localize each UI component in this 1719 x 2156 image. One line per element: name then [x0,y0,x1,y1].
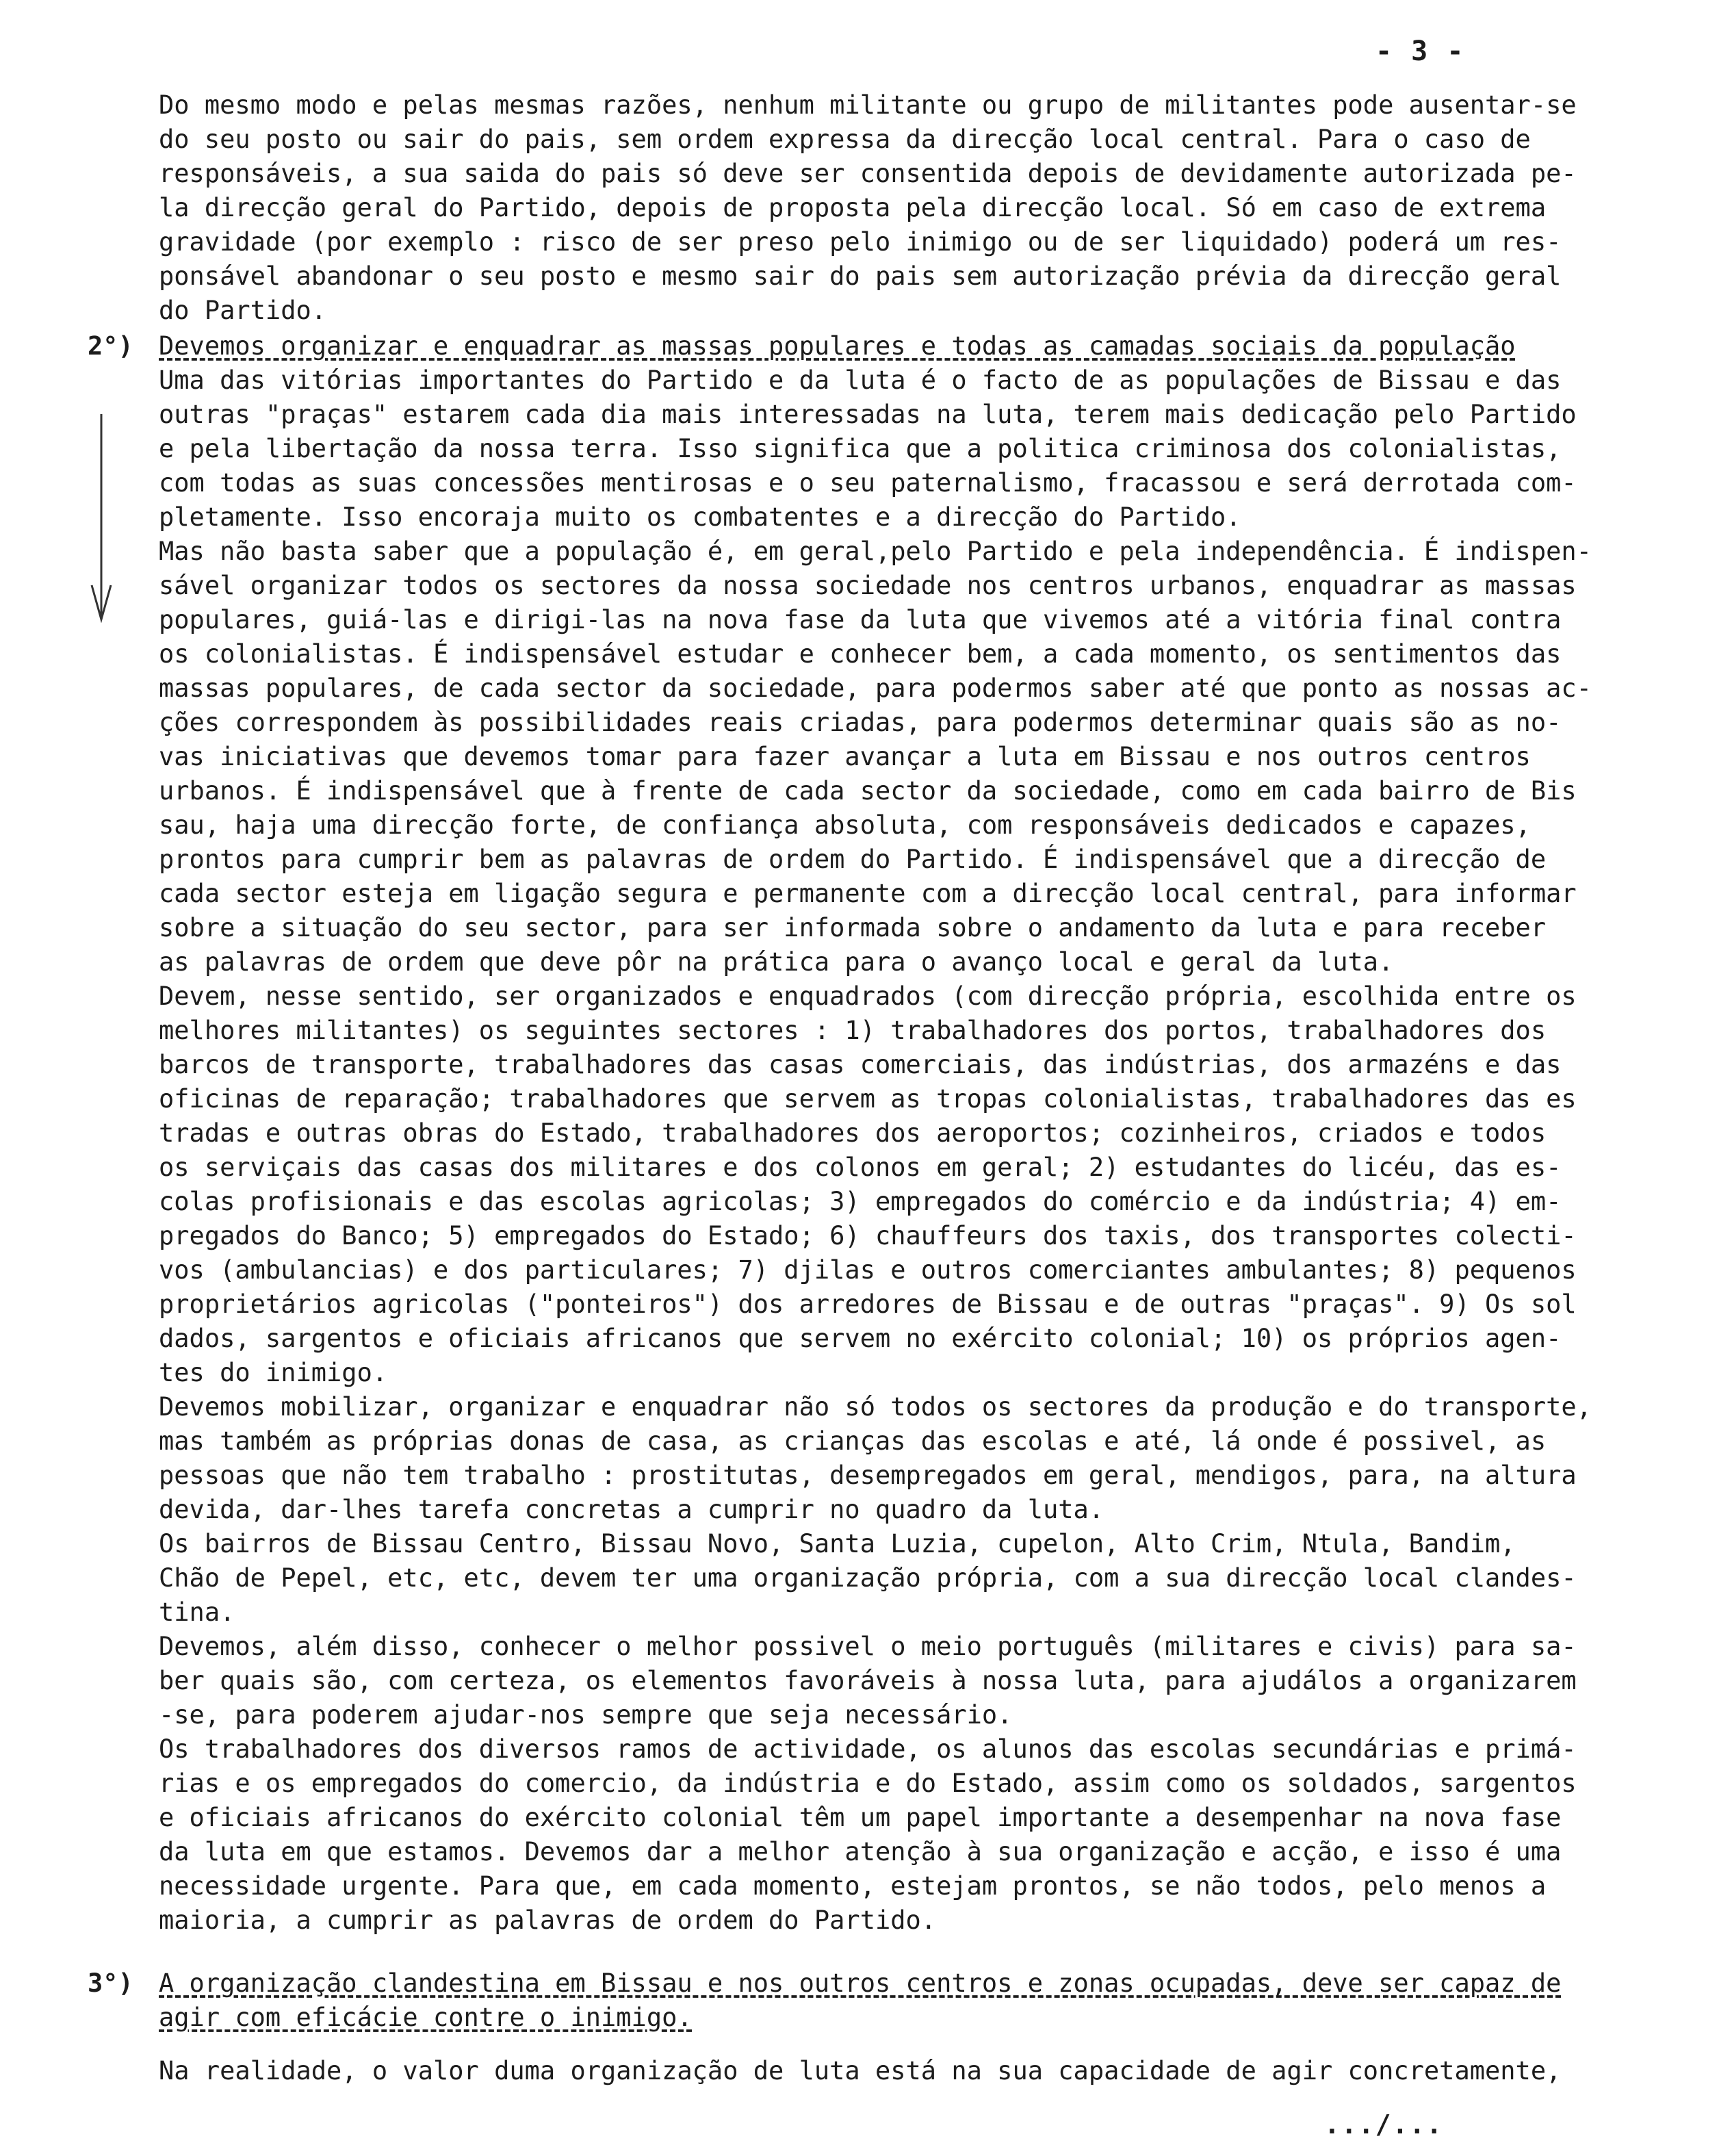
text-line: com todas as suas concessões mentirosas e o seu paternalismo, fracassou e será derrotada com- [159,468,1577,498]
margin-arrow-mark [88,411,115,623]
text-line: la direcção geral do Partido, depois de proposta pela direcção local. Só em caso de extrema [159,193,1547,222]
text-line: da luta em que estamos. Devemos dar a melhor atenção à sua organização e acção, e isso é uma [159,1837,1562,1866]
text-line: Do mesmo modo e pelas mesmas razões, nenhum militante ou grupo de militantes pode ausentar-se [159,90,1577,120]
text-line: colas profisionais e das escolas agricolas; 3) empregados do comércio e da indústria; 4) em- [159,1187,1562,1216]
text-line: pessoas que não tem trabalho : prostitutas, desempregados em geral, mendigos, para, na altura [159,1461,1577,1490]
text-line: outras "praças" estarem cada dia mais interessadas na luta, terem mais dedicação pelo Partido [159,400,1577,429]
section-heading: A organização clandestina em Bissau e nos outros centros e zonas ocupadas, deve ser capaz de [159,1968,1562,1998]
text-line: as palavras de ordem que deve pôr na prática para o avanço local e geral da luta. [159,947,1394,977]
text-line: e oficiais africanos do exército colonial têm um papel importante a desempenhar na nova fase [159,1803,1562,1832]
text-line: gravidade (por exemplo : risco de ser preso pelo inimigo ou de ser liquidado) poderá um res- [159,227,1562,257]
page-number: - 3 - [1375,36,1465,67]
text-line: responsáveis, a sua saida do pais só deve ser consentida depois de devidamente autorizada pe- [159,159,1577,188]
text-line: Devemos, além disso, conhecer o melhor possivel o meio português (militares e civis) para sa- [159,1632,1577,1661]
text-line: Os bairros de Bissau Centro, Bissau Novo, Santa Luzia, cupelon, Alto Crim, Ntula, Bandim, [159,1529,1516,1558]
text-line: do Partido. [159,296,327,325]
continuation-mark: .../... [1324,2109,1444,2140]
text-line: maioria, a cumprir as palavras de ordem do Partido. [159,1905,937,1935]
text-line: oficinas de reparação; trabalhadores que servem as tropas colonialistas, trabalhadores das es [159,1084,1577,1114]
text-line: cada sector esteja em ligação segura e permanente com a direcção local central, para informar [159,879,1577,908]
section-heading: agir com eficácie contre o inimigo. [159,2003,693,2032]
text-line: devida, dar-lhes tarefa concretas a cumprir no quadro da luta. [159,1495,1104,1524]
text-line: Chão de Pepel, etc, etc, devem ter uma organização própria, com a sua direcção local clandes- [159,1563,1577,1593]
text-line: ções correspondem às possibilidades reais criadas, para podermos determinar quais são as no- [159,708,1562,737]
text-line: sobre a situação do seu sector, para ser informada sobre o andamento da luta e para receber [159,913,1547,942]
text-line: Devem, nesse sentido, ser organizados e enquadrados (com direcção própria, escolhida entre os [159,981,1577,1011]
text-line: -se, para poderem ajudar-nos sempre que seja necessário. [159,1700,1013,1730]
text-line: Os trabalhadores dos diversos ramos de actividade, os alunos das escolas secundárias e primá- [159,1734,1577,1764]
text-line: barcos de transporte, trabalhadores das casas comerciais, das indústrias, dos armazéns e das [159,1050,1562,1079]
text-line: Devemos mobilizar, organizar e enquadrar não só todos os sectores da produção e do transporte, [159,1392,1592,1422]
text-line: Mas não basta saber que a população é, em geral,pelo Partido e pela independência. É indispen- [159,537,1592,566]
text-line: sau, haja uma direcção forte, de confiança absoluta, com responsáveis dedicados e capazes, [159,810,1531,840]
text-line: os serviçais das casas dos militares e dos colonos em geral; 2) estudantes do licéu, das es- [159,1153,1562,1182]
section-marker-3: 3°) [88,1968,133,1998]
text-line: vos (ambulancias) e dos particulares; 7) djilas e outros comerciantes ambulantes; 8) pequenos [159,1255,1577,1285]
text-line: tradas e outras obras do Estado, trabalhadores dos aeroportos; cozinheiros, criados e todos [159,1118,1547,1148]
text-line: sável organizar todos os sectores da nossa sociedade nos centros urbanos, enquadrar as massas [159,571,1577,600]
text-line: mas também as próprias donas de casa, as crianças das escolas e até, lá onde é possivel, as [159,1426,1547,1456]
text-line: necessidade urgente. Para que, em cada momento, estejam prontos, se não todos, pelo menos a [159,1871,1547,1901]
text-line: rias e os empregados do comercio, da indústria e do Estado, assim como os soldados, sargentos [159,1769,1577,1798]
section-marker-2: 2°) [88,331,133,361]
section-heading: Devemos organizar e enquadrar as massas populares e todas as camadas sociais da população [159,331,1516,361]
text-line: e pela libertação da nossa terra. Isso significa que a politica criminosa dos colonialistas, [159,434,1562,463]
text-line: os colonialistas. É indispensável estudar e conhecer bem, a cada momento, os sentimentos das [159,639,1562,669]
text-line: populares, guiá-las e dirigi-las na nova fase da luta que vivemos até a vitória final contra [159,605,1562,634]
text-line: do seu posto ou sair do pais, sem ordem expressa da direcção local central. Para o caso de [159,125,1531,154]
text-line: urbanos. É indispensável que à frente de cada sector da sociedade, como em cada bairro de Bis [159,776,1577,806]
text-line: ponsável abandonar o seu posto e mesmo sair do pais sem autorização prévia da direcção geral [159,261,1562,291]
text-line: massas populares, de cada sector da sociedade, para podermos saber até que ponto as nossas ac- [159,673,1592,703]
text-line: tina. [159,1597,235,1627]
text-line: Uma das vitórias importantes do Partido e da luta é o facto de as populações de Bissau e das [159,365,1562,395]
text-line: ber quais são, com certeza, os elementos favoráveis à nossa luta, para ajudálos a organizarem [159,1666,1577,1695]
text-line: Na realidade, o valor duma organização de luta está na sua capacidade de agir concretamente, [159,2056,1562,2086]
text-line: pletamente. Isso encoraja muito os combatentes e a direcção do Partido. [159,502,1241,532]
text-line: vas iniciativas que devemos tomar para fazer avançar a luta em Bissau e nos outros centros [159,742,1531,771]
text-line: pregados do Banco; 5) empregados do Estado; 6) chauffeurs dos taxis, dos transportes colecti- [159,1221,1577,1250]
text-line: prontos para cumprir bem as palavras de ordem do Partido. É indispensável que a direcção de [159,845,1547,874]
text-line: melhores militantes) os seguintes sectores : 1) trabalhadores dos portos, trabalhadores dos [159,1016,1547,1045]
text-line: proprietários agricolas ("ponteiros") dos arredores de Bissau e de outras "praças". 9) Os sol [159,1289,1577,1319]
text-line: tes do inimigo. [159,1358,388,1387]
text-line: dados, sargentos e oficiais africanos que servem no exército colonial; 10) os próprios agen- [159,1324,1562,1353]
